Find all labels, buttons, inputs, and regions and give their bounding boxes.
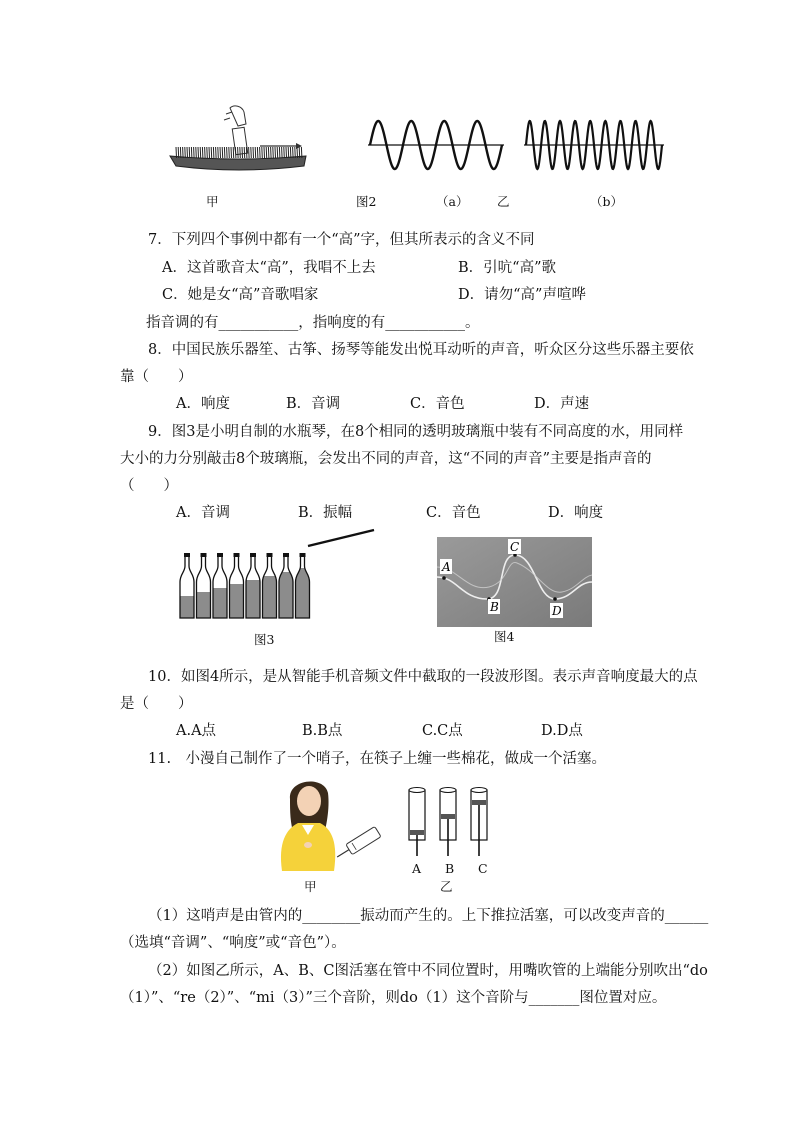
bottle <box>180 553 194 618</box>
q11-tube-c-label: C <box>478 861 488 876</box>
q11-part1-line1: （1）这哨声是由管内的________振动而产生的。上下推拉活塞，可以改变声音的______ <box>148 908 709 924</box>
q10-line1: 10．如图4所示，是从智能手机音频文件中截取的一段波形图。表示声音响度最大的点 <box>148 669 698 685</box>
fig2-a-label: （a） <box>436 194 469 209</box>
fig2-yi-label: 乙 <box>497 194 510 209</box>
bottle <box>213 553 227 618</box>
fig2-caption: 图2 <box>356 194 377 209</box>
q11-fig-jia-girl <box>276 773 386 871</box>
fig4-waveform <box>437 537 592 627</box>
q8-line2: 靠（ ） <box>120 369 193 385</box>
q10-option-a: A.A点 <box>176 723 217 739</box>
q11-fig-yi-tubes <box>405 784 495 864</box>
q11-tube-b-label: B <box>445 861 455 876</box>
bottle <box>230 553 244 618</box>
tube <box>409 788 425 857</box>
bottle <box>279 553 293 618</box>
q10-option-d: D.D点 <box>541 723 583 739</box>
q7-fill-blank: 指音调的有___________，指响度的有___________。 <box>146 315 480 331</box>
q9-option-c: C．音色 <box>426 505 481 521</box>
fig2-wave-b <box>524 115 664 175</box>
q11-part2-line2: （1）”、“re（2）”、“mi（3）”三个音阶，则do（1）这个音阶与_______图位置对应。 <box>120 990 667 1006</box>
q11-tube-a-label: A <box>412 861 422 876</box>
q9-option-b: B．振幅 <box>298 505 353 521</box>
q7-option-c: C．她是女“高”音歌唱家 <box>162 287 319 303</box>
q8-option-a: A．响度 <box>176 396 230 412</box>
q9-option-a: A．音调 <box>176 505 230 521</box>
fig2-wave-a <box>368 115 504 175</box>
tube <box>471 788 487 857</box>
fig4-point-c: C <box>510 540 520 554</box>
q8-line1: 8．中国民族乐器笙、古筝、扬琴等能发出悦耳动听的声音，听众区分这些乐器主要依 <box>148 342 694 358</box>
q11-fig-jia-label: 甲 <box>304 879 317 894</box>
q9-line3: （ ） <box>120 478 178 494</box>
fig2-jia-image <box>168 100 308 180</box>
fig2-jia-label: 甲 <box>206 194 219 209</box>
q10-line2: 是（ ） <box>120 696 193 712</box>
fig4-point-a: A <box>442 560 451 574</box>
fig3-bottles <box>176 526 381 622</box>
q9-line2: 大小的力分别敲击8个玻璃瓶，会发出不同的声音，这“不同的声音”主要是指声音的 <box>120 451 652 467</box>
q11-stem: 11. 小漫自己制作了一个哨子，在筷子上缠一些棉花，做成一个活塞。 <box>148 751 607 767</box>
q8-option-d: D．声速 <box>534 396 590 412</box>
q8-option-b: B．音调 <box>286 396 341 412</box>
bottle <box>246 553 260 618</box>
q7-option-a: A．这首歌音太“高”，我唱不上去 <box>162 260 376 276</box>
fig4-point-d: D <box>552 604 562 618</box>
fig3-caption: 图3 <box>254 632 275 647</box>
bottle <box>296 553 310 618</box>
q9-line1: 9．图3是小明自制的水瓶琴，在8个相同的透明玻璃瓶中装有不同高度的水，用同样 <box>148 424 684 440</box>
q10-option-b: B.B点 <box>302 723 343 739</box>
tube <box>440 788 456 857</box>
fig2-b-label: （b） <box>590 194 624 209</box>
bottle <box>263 553 277 618</box>
q9-option-d: D．响度 <box>548 505 604 521</box>
q11-part2-line1: （2）如图乙所示，A、B、C图活塞在管中不同位置时，用嘴吹管的上端能分别吹出“do <box>148 963 708 979</box>
q8-option-c: C．音色 <box>410 396 465 412</box>
fig4-caption: 图4 <box>494 629 515 644</box>
q7-option-d: D．请勿“高”声喧哗 <box>458 287 586 303</box>
q11-fig-yi-label: 乙 <box>440 879 453 894</box>
q7-stem: 7．下列四个事例中都有一个“高”字，但其所表示的含义不同 <box>148 232 535 248</box>
bottle <box>197 553 211 618</box>
fig4-point-b: B <box>490 600 499 614</box>
q11-part1-line2: （选填“音调”、“响度”或“音色”）。 <box>120 935 346 951</box>
q10-option-c: C.C点 <box>422 723 463 739</box>
q7-option-b: B．引吭“高”歌 <box>458 260 556 276</box>
